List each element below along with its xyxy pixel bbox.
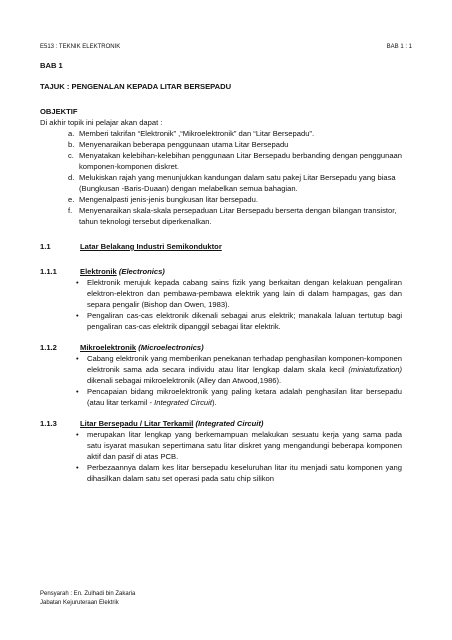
page-footer <box>40 590 135 608</box>
list-item: e. Mengenalpasti jenis-jenis bungkusan litar bersepadu. <box>68 195 258 204</box>
bullet-item: • Perbezaannya dalam kes litar bersepadu keseluruhan litar itu menjadi satu komponen yang dihasilkan dalam satu set operasi pada satu chip silikon <box>76 463 402 483</box>
objective-heading: OBJEKTIF <box>40 107 78 116</box>
lecturer-name: Pensyarah : En. Zulhadi bin Zakaria <box>40 591 136 597</box>
department-name: Jabatan Kejuruteraan Elektrik <box>40 600 119 606</box>
objective-intro: Di akhir topik ini pelajar akan dapat : <box>40 118 163 127</box>
list-item: a. Memberi takrifan “Elektronik” ,“Mikroelektronik” dan “Litar Bersepadu”. <box>68 129 315 138</box>
section-heading: 1.1.2 Mikroelektronik (Microelectronics) <box>40 343 204 352</box>
section-heading: 1.1.3 Litar Bersepadu / Litar Terkamil (Integrated Circuit) <box>40 419 264 428</box>
page-content <box>40 60 402 484</box>
page-number: BAB 1 : 1 <box>386 44 412 50</box>
section-heading: 1.1.1 Elektronik (Electronics) <box>40 267 165 276</box>
topic-title: TAJUK : PENGENALAN KEPADA LITAR BERSEPADU <box>40 82 232 91</box>
objective-list <box>40 128 402 227</box>
bullet-item: • Cabang elektronik yang memberikan penekanan terhadap penghasilan komponen-komponen elektronik sama ada secara individu atau litar lengkap dalam skala kecil (miniatufization) dikenali sebagai mikroelektronik (Alley dan Atwood,1986). <box>76 354 402 385</box>
list-item: b. Menyenaraikan beberapa penggunaan utama Litar Bersepadu <box>68 140 289 149</box>
page-header <box>40 44 412 54</box>
bullet-item: • Pengaliran cas-cas elektronik dikenali sebagai arus elektrik; manakala laluan tertutup bagi pengaliran cas-cas elektrik dipanggil sebagai litar elektrik. <box>76 311 402 331</box>
section-heading: 1.1 Latar Belakang Industri Semikonduktor <box>40 242 222 251</box>
list-item: d. Melukiskan rajah yang menunjukkan kandungan dalam satu pakej Litar Bersepadu yang biasa (Bungkusan -Baris-Duaan) dengan melabelkan semua bahagian. <box>68 173 396 193</box>
bullet-item: • Pencapaian bidang mikroelektronik yang paling ketara adalah penghasilan litar bersepadu (atau litar terkamil - Integrated Circuit). <box>76 387 402 407</box>
course-code: E513 : TEKNIK ELEKTRONIK <box>40 44 121 50</box>
bullet-item: • merupakan litar lengkap yang berkemampuan melakukan sesuatu kerja yang sama pada satu isyarat masukan sepertimana satu litar diskret yang mengandungi beberapa komponen aktif dan pasif di atas PCB. <box>76 430 402 461</box>
list-item: c. Menyatakan kelebihan-kelebihan penggunaan Litar Bersepadu berbanding dengan penggunaan komponen-komponen diskret. <box>68 151 402 171</box>
bullet-item: • Elektronik merujuk kepada cabang sains fizik yang berkaitan dengan kelakuan pengaliran elektron-elektron dan pembawa-pembawa elektrik yang lain di dalam hampagas, gas dan separa pengalir (Bishop dan Owen, 1983). <box>76 278 402 309</box>
list-item: f. Menyenaraikan skala-skala persepaduan Litar Bersepadu berserta dengan bilangan transistor, tahun teknologi tersebut diperkenalkan. <box>68 206 397 226</box>
chapter-title: BAB 1 <box>40 61 63 70</box>
